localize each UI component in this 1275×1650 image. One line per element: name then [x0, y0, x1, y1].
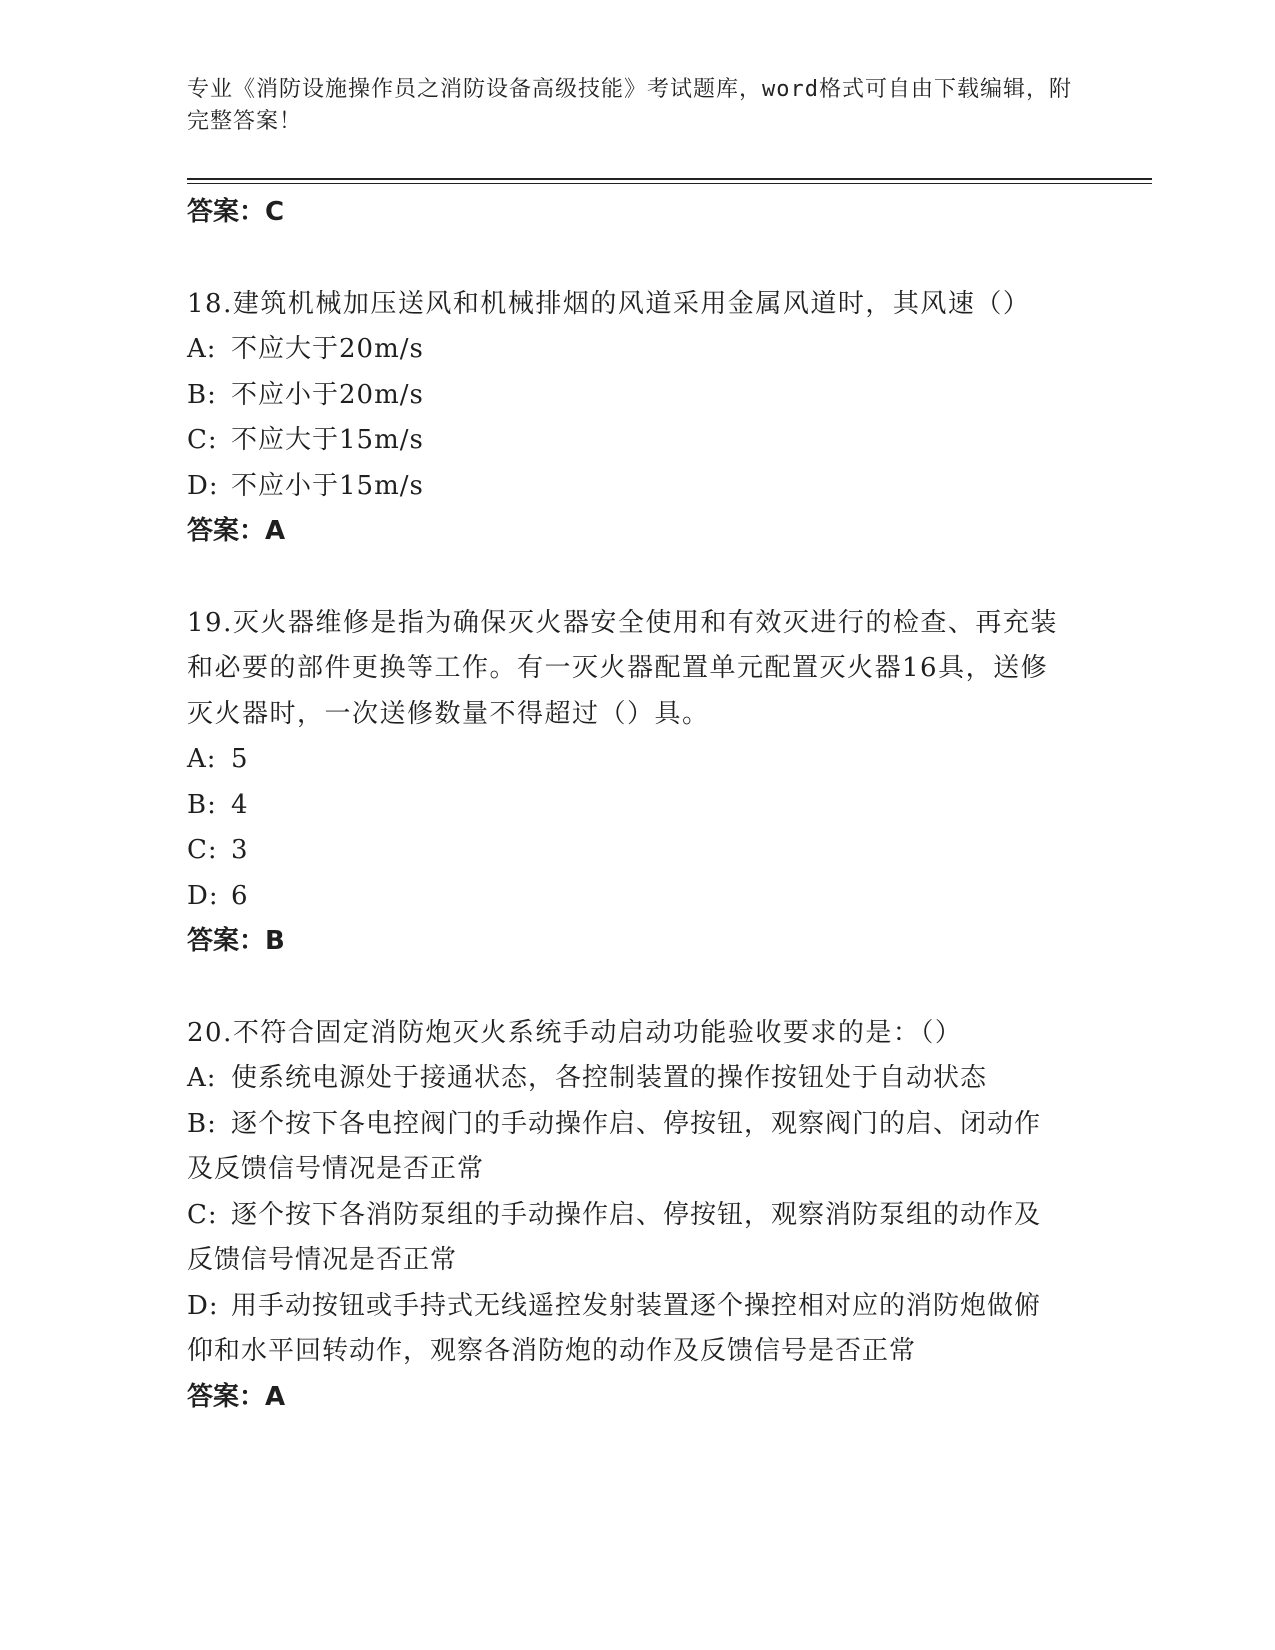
spacer — [187, 555, 1067, 601]
option-text: 5 — [231, 744, 249, 774]
option-letter: D: — [187, 880, 219, 911]
option-letter: B: — [187, 1108, 217, 1139]
option-letter: C: — [187, 835, 218, 865]
option-text: 逐个按下各消防泵组的手动操作启、停按钮，观察消防泵组的动作及反馈信号情况是否正常 — [187, 1199, 1042, 1275]
question-block — [187, 282, 1067, 555]
question-stem: 20.不符合固定消防炮灭火系统手动启动功能验收要求的是：（） — [187, 1017, 963, 1048]
option-text: 逐个按下各电控阀门的手动操作启、停按钮，观察阀门的启、闭动作及反馈信号情况是否正常 — [187, 1108, 1042, 1184]
option-c — [187, 1193, 1067, 1284]
option-text: 不应小于15m/s — [231, 470, 424, 501]
option-letter: B: — [187, 789, 217, 820]
question-stem: 18.建筑机械加压送风和机械排烟的风道采用金属风道时，其风速（） — [187, 288, 1031, 319]
option-text: 用手动按钮或手持式无线遥控发射装置逐个操控相对应的消防炮做俯仰和水平回转动作，观察各消防炮的动作及反馈信号是否正常 — [187, 1290, 1042, 1366]
option-d — [187, 1284, 1067, 1375]
option-a — [187, 327, 1067, 373]
question-stem: 19.灭火器维修是指为确保灭火器安全使用和有效灭进行的检查、再充装和必要的部件更换等工作。有一灭火器配置单元配置灭火器16具，送修灭火器时，一次送修数量不得超过（）具。 — [187, 607, 1058, 729]
option-d — [187, 464, 1067, 510]
spacer — [187, 965, 1067, 1011]
header-rule-thick — [187, 178, 1152, 180]
option-a — [187, 737, 1067, 783]
option-letter: A: — [187, 744, 217, 774]
option-text: 4 — [231, 789, 249, 820]
question-block — [187, 601, 1067, 965]
question-block — [187, 1011, 1067, 1421]
option-text: 不应大于15m/s — [231, 425, 424, 455]
header-note: 专业《消防设施操作员之消防设备高级技能》考试题库，word格式可自由下载编辑，附完整答案！ — [187, 77, 1072, 134]
question-answer: 答案：A — [187, 1381, 286, 1412]
question-answer: 答案：B — [187, 926, 285, 956]
option-letter: D: — [187, 470, 219, 501]
option-text: 不应小于20m/s — [231, 379, 424, 410]
question-list — [187, 190, 1067, 1420]
option-c — [187, 418, 1067, 464]
option-text: 6 — [231, 880, 249, 911]
question-answer: 答案：A — [187, 516, 286, 546]
option-letter: D: — [187, 1290, 219, 1321]
header-rule-thin — [187, 183, 1152, 184]
option-letter: C: — [187, 425, 218, 455]
spacer — [187, 236, 1067, 282]
option-letter: A: — [187, 334, 217, 364]
option-b — [187, 373, 1067, 419]
option-b — [187, 1102, 1067, 1193]
option-d — [187, 874, 1067, 920]
option-letter: B: — [187, 379, 217, 410]
option-text: 3 — [231, 835, 249, 865]
option-b — [187, 783, 1067, 829]
option-text: 不应大于20m/s — [231, 334, 424, 364]
option-a — [187, 1056, 1067, 1102]
option-letter: C: — [187, 1199, 218, 1230]
option-text: 使系统电源处于接通状态，各控制装置的操作按钮处于自动状态 — [231, 1063, 988, 1093]
option-letter: A: — [187, 1063, 217, 1093]
option-c — [187, 828, 1067, 874]
previous-answer: 答案：C — [187, 197, 285, 227]
